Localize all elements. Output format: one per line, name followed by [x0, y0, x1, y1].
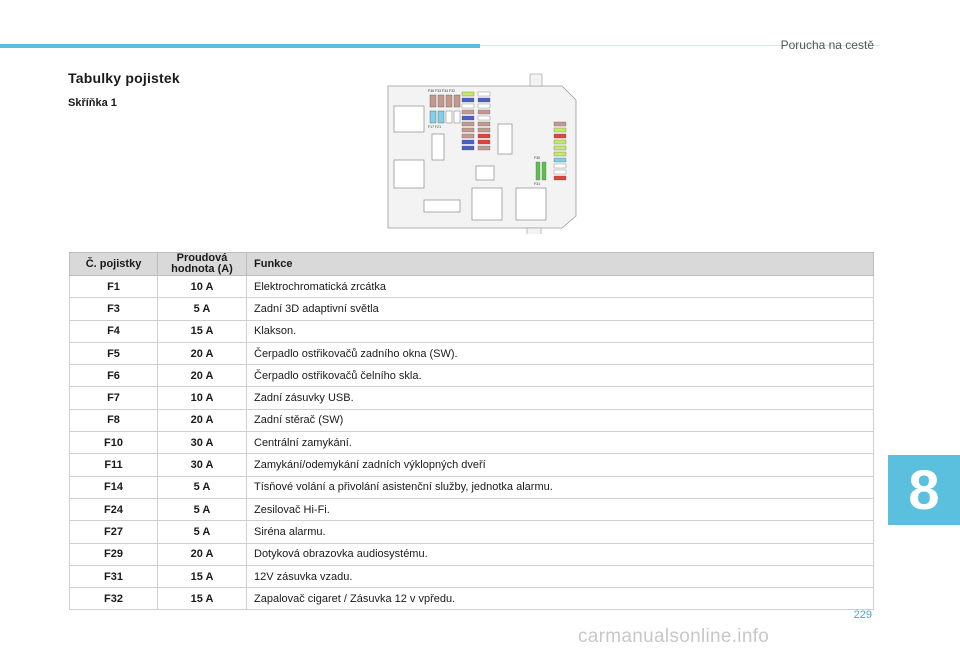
page-number: 229	[853, 609, 872, 621]
current-rating-cell: 20 A	[158, 365, 247, 387]
fuse-number-cell: F27	[70, 521, 158, 543]
current-rating-cell: 5 A	[158, 498, 247, 520]
page-title: Tabulky pojistek	[68, 70, 180, 86]
fuse-number-cell: F31	[70, 565, 158, 587]
function-cell: Elektrochromatická zrcátka	[247, 276, 874, 298]
current-rating-cell: 20 A	[158, 543, 247, 565]
fuse-number-cell: F7	[70, 387, 158, 409]
fuse-table	[69, 252, 874, 610]
table-header-row	[70, 253, 874, 276]
function-cell: Dotyková obrazovka audiosystému.	[247, 543, 874, 565]
fuse-number-cell: F3	[70, 298, 158, 320]
fuse-number-cell: F32	[70, 588, 158, 610]
header-function: Funkce	[247, 253, 874, 276]
current-rating-cell: 15 A	[158, 320, 247, 342]
function-cell: Zadní zásuvky USB.	[247, 387, 874, 409]
current-rating-cell: 30 A	[158, 432, 247, 454]
function-cell: Čerpadlo ostřikovačů zadního okna (SW).	[247, 342, 874, 364]
fuse-number-cell: F14	[70, 476, 158, 498]
fuse-number-cell: F11	[70, 454, 158, 476]
header-fuse-number: Č. pojistky	[70, 253, 158, 276]
diagram-label-f30: F30	[534, 156, 541, 160]
current-rating-cell: 10 A	[158, 387, 247, 409]
function-cell: Tísňové volání a přivolání asistenční služby, jednotka alarmu.	[247, 476, 874, 498]
table-row	[70, 320, 874, 342]
function-cell: Klakson.	[247, 320, 874, 342]
current-rating-cell: 20 A	[158, 342, 247, 364]
current-rating-cell: 5 A	[158, 298, 247, 320]
table-row	[70, 409, 874, 431]
current-rating-cell: 30 A	[158, 454, 247, 476]
fuse-number-cell: F8	[70, 409, 158, 431]
function-cell: Zadní 3D adaptivní světla	[247, 298, 874, 320]
current-rating-cell: 15 A	[158, 588, 247, 610]
header-accent-bar	[0, 44, 480, 48]
table-row	[70, 342, 874, 364]
watermark: carmanualsonline.info	[578, 626, 770, 647]
table-row	[70, 365, 874, 387]
header-current-rating: Proudová hodnota (A)	[158, 253, 247, 276]
current-rating-cell: 5 A	[158, 521, 247, 543]
function-cell: Siréna alarmu.	[247, 521, 874, 543]
current-rating-cell: 20 A	[158, 409, 247, 431]
chapter-tab: 8	[888, 455, 960, 525]
fuse-number-cell: F10	[70, 432, 158, 454]
table-row	[70, 521, 874, 543]
current-rating-cell: 5 A	[158, 476, 247, 498]
table-row	[70, 432, 874, 454]
fuse-number-cell: F29	[70, 543, 158, 565]
fuse-number-cell: F24	[70, 498, 158, 520]
current-rating-cell: 15 A	[158, 565, 247, 587]
section-header: Porucha na cestě	[780, 38, 874, 52]
table-row	[70, 276, 874, 298]
fuse-number-cell: F4	[70, 320, 158, 342]
function-cell: Centrální zamykání.	[247, 432, 874, 454]
fuse-number-cell: F1	[70, 276, 158, 298]
function-cell: Zamykání/odemykání zadních výklopných dveří	[247, 454, 874, 476]
table-row	[70, 298, 874, 320]
fuse-number-cell: F6	[70, 365, 158, 387]
diagram-label-top: F36 F33 F34 F32	[428, 89, 456, 93]
function-cell: Čerpadlo ostřikovačů čelního skla.	[247, 365, 874, 387]
page-subtitle: Skříňka 1	[68, 97, 117, 109]
table-row	[70, 588, 874, 610]
function-cell: Zesilovač Hi-Fi.	[247, 498, 874, 520]
table-row	[70, 454, 874, 476]
function-cell: Zadní stěrač (SW)	[247, 409, 874, 431]
current-rating-cell: 10 A	[158, 276, 247, 298]
diagram-label-left: F17 F21	[428, 125, 442, 129]
function-cell: Zapalovač cigaret / Zásuvka 12 v vpředu.	[247, 588, 874, 610]
table-row	[70, 543, 874, 565]
table-row	[70, 476, 874, 498]
table-row	[70, 565, 874, 587]
fuse-box-diagram	[384, 70, 584, 234]
function-cell: 12V zásuvka vzadu.	[247, 565, 874, 587]
table-row	[70, 498, 874, 520]
table-row	[70, 387, 874, 409]
fuse-number-cell: F5	[70, 342, 158, 364]
diagram-label-f31: F31	[534, 182, 541, 186]
